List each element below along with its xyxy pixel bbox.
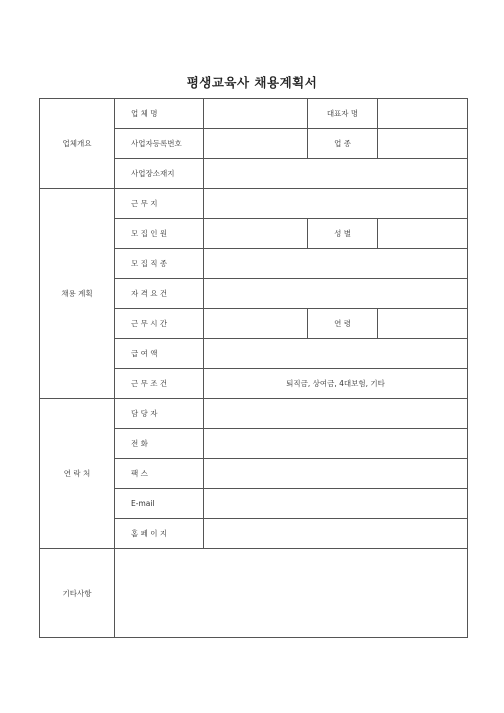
label-manager: 담 당 자 [115,399,204,429]
section-recruitment-plan: 채용 계획 [40,189,115,399]
field-company-name[interactable] [204,99,308,129]
row-misc [40,549,468,638]
row-manager [40,399,468,429]
field-job-type[interactable] [204,249,468,279]
label-work-hours: 근 무 시 간 [115,309,204,339]
field-ceo-name[interactable] [378,99,468,129]
label-salary: 급 여 액 [115,339,204,369]
label-fax: 팩 스 [115,459,204,489]
field-manager[interactable] [204,399,468,429]
field-gender[interactable] [378,219,468,249]
section-misc: 기타사항 [40,549,115,638]
label-ceo-name: 대표자 명 [308,99,378,129]
label-job-type: 모 집 직 종 [115,249,204,279]
label-email: E-mail [115,489,204,519]
label-biz-reg-no: 사업자등록번호 [115,129,204,159]
row-company-name [40,99,468,129]
field-headcount[interactable] [204,219,308,249]
label-age: 연 령 [308,309,378,339]
field-work-conditions[interactable]: 퇴직금, 상여금, 4대보험, 기타 [204,369,468,399]
field-work-place[interactable] [204,189,468,219]
label-headcount: 모 집 인 원 [115,219,204,249]
field-qualification[interactable] [204,279,468,309]
field-salary[interactable] [204,339,468,369]
field-biz-reg-no[interactable] [204,129,308,159]
label-gender: 성 별 [308,219,378,249]
label-work-conditions: 근 무 조 건 [115,369,204,399]
field-homepage[interactable] [204,519,468,549]
recruitment-plan-form [39,98,468,638]
field-misc[interactable] [115,549,468,638]
field-email[interactable] [204,489,468,519]
field-phone[interactable] [204,429,468,459]
label-homepage: 홈 페 이 지 [115,519,204,549]
document-title: 평생교육사 채용계획서 [186,75,318,90]
label-company-name: 업 체 명 [115,99,204,129]
label-work-place: 근 무 지 [115,189,204,219]
field-work-hours[interactable] [204,309,308,339]
field-industry[interactable] [378,129,468,159]
label-biz-address: 사업장소재지 [115,159,204,189]
field-fax[interactable] [204,459,468,489]
label-phone: 전 화 [115,429,204,459]
field-age[interactable] [378,309,468,339]
section-company-overview: 업체개요 [40,99,115,189]
label-qualification: 자 격 요 건 [115,279,204,309]
field-biz-address[interactable] [204,159,468,189]
label-industry: 업 종 [308,129,378,159]
section-contact: 연 락 처 [40,399,115,549]
row-work-place [40,189,468,219]
